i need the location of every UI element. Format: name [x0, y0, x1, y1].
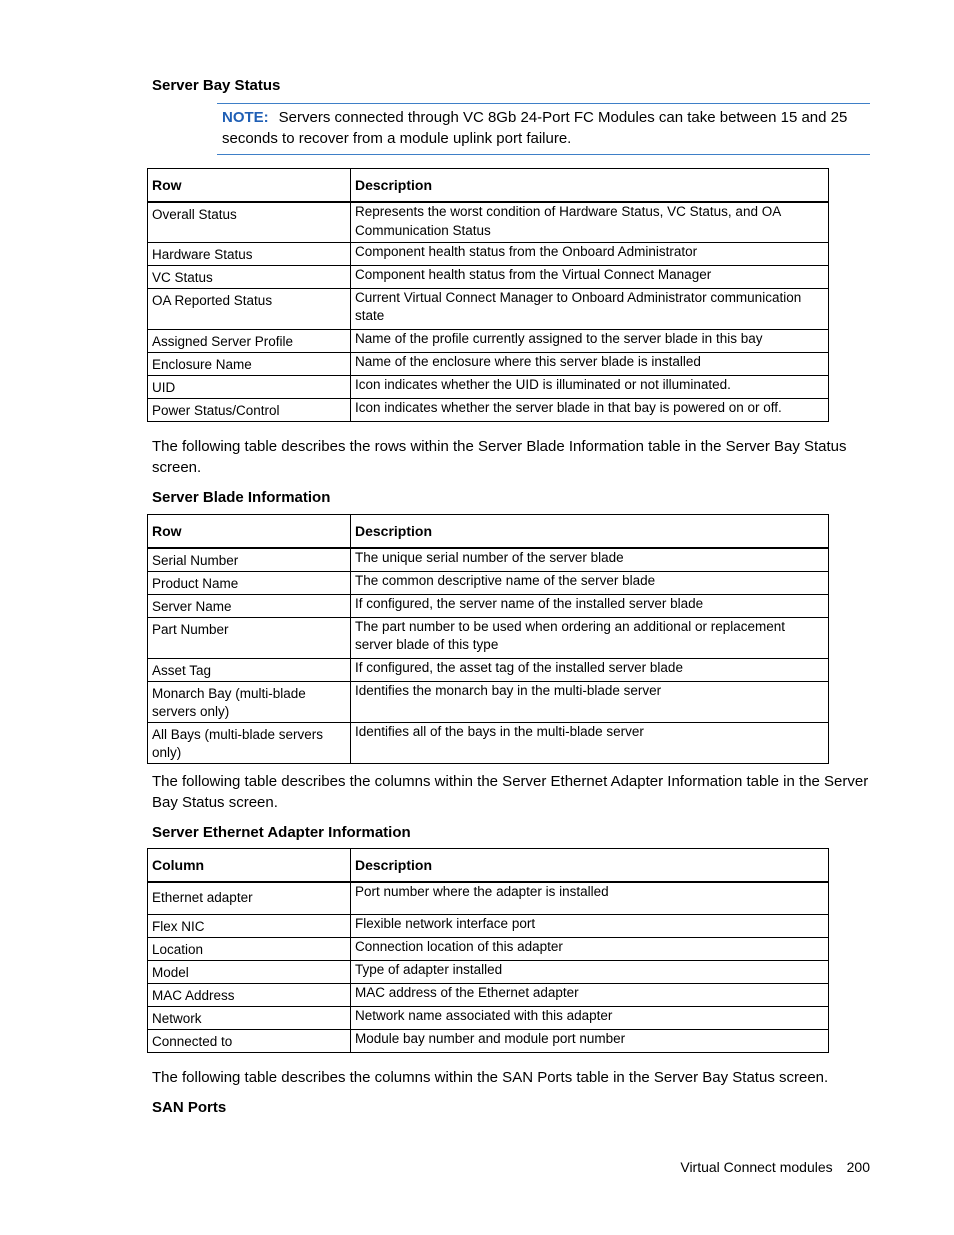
page-footer — [680, 1158, 870, 1176]
row-name-cell: Flex NIC — [148, 914, 351, 937]
table-row — [148, 202, 829, 242]
footer-chapter: Virtual Connect modules — [680, 1159, 833, 1175]
column-header: Row — [148, 169, 351, 203]
table-row — [148, 242, 829, 265]
column-header: Row — [148, 515, 351, 549]
table-header-row — [148, 849, 829, 883]
table-row — [148, 722, 829, 763]
description-cell: Icon indicates whether the server blade in that bay is powered on or off. — [351, 398, 829, 421]
description-cell: Flexible network interface port — [351, 914, 829, 937]
table-row — [148, 617, 829, 658]
row-name-cell: Server Name — [148, 594, 351, 617]
row-name-cell: Part Number — [148, 617, 351, 658]
description-cell: MAC address of the Ethernet adapter — [351, 983, 829, 1006]
row-name-cell: Assigned Server Profile — [148, 329, 351, 352]
section-heading-server-blade-information: Server Blade Information — [152, 489, 331, 506]
row-name-cell: Location — [148, 937, 351, 960]
server-ethernet-adapter-table — [147, 848, 829, 1053]
note-box — [217, 103, 870, 155]
table-row — [148, 983, 829, 1006]
description-cell: The part number to be used when ordering an additional or replacement server blade of this type — [351, 617, 829, 658]
row-name-cell: All Bays (multi-blade servers only) — [148, 722, 351, 763]
table-row — [148, 1006, 829, 1029]
column-header: Column — [148, 849, 351, 883]
column-header: Description — [351, 515, 829, 549]
row-name-cell: Serial Number — [148, 548, 351, 571]
row-name-cell: Network — [148, 1006, 351, 1029]
row-name-cell: Overall Status — [148, 202, 351, 242]
table-row — [148, 571, 829, 594]
table-row — [148, 937, 829, 960]
server-bay-status-table — [147, 168, 829, 422]
row-name-cell: Power Status/Control — [148, 398, 351, 421]
section-heading-server-ethernet-adapter-information: Server Ethernet Adapter Information — [152, 824, 411, 841]
page-number: 200 — [846, 1159, 870, 1175]
table-row — [148, 681, 829, 722]
description-cell: Connection location of this adapter — [351, 937, 829, 960]
table-row — [148, 375, 829, 398]
row-name-cell: Model — [148, 960, 351, 983]
description-cell: If configured, the asset tag of the installed server blade — [351, 658, 829, 681]
description-cell: Type of adapter installed — [351, 960, 829, 983]
row-name-cell: Enclosure Name — [148, 352, 351, 375]
row-name-cell: Connected to — [148, 1029, 351, 1052]
section-heading-server-bay-status: Server Bay Status — [152, 77, 281, 94]
paragraph: The following table describes the columns within the Server Ethernet Adapter Information table in the Server Bay Status screen. — [152, 773, 869, 811]
description-cell: If configured, the server name of the installed server blade — [351, 594, 829, 617]
row-name-cell: Ethernet adapter — [148, 882, 351, 914]
paragraph: The following table describes the rows within the Server Blade Information table in the Server Bay Status screen. — [152, 438, 847, 476]
table-row — [148, 548, 829, 571]
table-row — [148, 658, 829, 681]
table-row — [148, 288, 829, 329]
description-cell: Identifies all of the bays in the multi-blade server — [351, 722, 829, 763]
table-row — [148, 594, 829, 617]
description-cell: Identifies the monarch bay in the multi-blade server — [351, 681, 829, 722]
description-cell: The common descriptive name of the server blade — [351, 571, 829, 594]
note-text: Servers connected through VC 8Gb 24-Port FC Modules can take between 15 and 25 seconds to recover from a module uplink port failure. — [222, 109, 848, 147]
row-name-cell: Asset Tag — [148, 658, 351, 681]
description-cell: Name of the profile currently assigned to the server blade in this bay — [351, 329, 829, 352]
description-cell: Icon indicates whether the UID is illuminated or not illuminated. — [351, 375, 829, 398]
description-cell: Current Virtual Connect Manager to Onboard Administrator communication state — [351, 288, 829, 329]
table-row — [148, 882, 829, 914]
description-cell: The unique serial number of the server blade — [351, 548, 829, 571]
row-name-cell: MAC Address — [148, 983, 351, 1006]
row-name-cell: Hardware Status — [148, 242, 351, 265]
section-heading-san-ports: SAN Ports — [152, 1099, 227, 1116]
row-name-cell: OA Reported Status — [148, 288, 351, 329]
table-row — [148, 265, 829, 288]
table-row — [148, 352, 829, 375]
table-row — [148, 1029, 829, 1052]
table-row — [148, 398, 829, 421]
paragraph: The following table describes the columns within the SAN Ports table in the Server Bay Status screen. — [152, 1069, 829, 1086]
table-header-row — [148, 515, 829, 549]
table-header-row — [148, 169, 829, 203]
table-row — [148, 329, 829, 352]
description-cell: Network name associated with this adapter — [351, 1006, 829, 1029]
description-cell: Port number where the adapter is installed — [351, 882, 829, 914]
row-name-cell: Product Name — [148, 571, 351, 594]
description-cell: Component health status from the Onboard Administrator — [351, 242, 829, 265]
column-header: Description — [351, 849, 829, 883]
description-cell: Component health status from the Virtual Connect Manager — [351, 265, 829, 288]
description-cell: Represents the worst condition of Hardware Status, VC Status, and OA Communication Status — [351, 202, 829, 242]
note-label: NOTE: — [222, 109, 269, 126]
description-cell: Module bay number and module port number — [351, 1029, 829, 1052]
row-name-cell: UID — [148, 375, 351, 398]
server-blade-information-table — [147, 514, 829, 764]
description-cell: Name of the enclosure where this server blade is installed — [351, 352, 829, 375]
column-header: Description — [351, 169, 829, 203]
row-name-cell: Monarch Bay (multi-blade servers only) — [148, 681, 351, 722]
table-row — [148, 914, 829, 937]
table-row — [148, 960, 829, 983]
row-name-cell: VC Status — [148, 265, 351, 288]
